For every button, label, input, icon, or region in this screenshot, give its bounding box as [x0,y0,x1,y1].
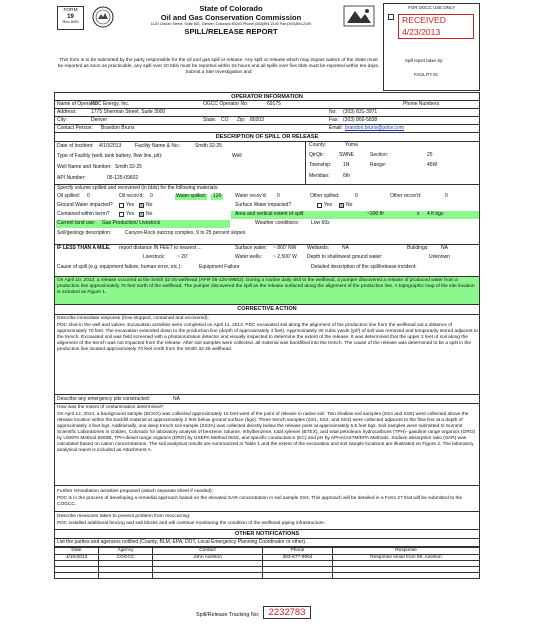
prevent-label: Describe measures taken to prevent problem from reoccurring: [57,514,191,519]
prevent-text: PDC installed additional fencing and salt blocks and will continue monitoring the condition of the wellhead piping infrastructure. [57,521,326,526]
cause-value: Equipment Failure [199,264,240,270]
ogcc-operator-value: 69175 [267,101,281,107]
tracking-label: Spill/Release Tracking No: [196,612,260,618]
township-value: 1N [343,162,350,168]
buildings-label: Buildings: [407,245,429,251]
section-value: 25 [427,152,433,158]
other-recovd-value: 0 [445,193,448,199]
water-wells-label: Water wells: [235,254,263,260]
ogcc-use-box [383,3,480,91]
range-label: Range: [370,162,387,168]
oil-spilled-label: Oil spilled: [57,193,81,199]
row-phone: 303-877-9964 [263,554,333,561]
detailed-description: On April 10, 2013, a release occurred at the Smith 32-25 wellhead (API# 05-125-09602). During a routine daily visit to the wellhead, a pumper discovered a release of produced water from a production line approximately 70 feet north of the wellhead. The pumper discovered the spill as the release surfaced along the alignment of the production line. A topographic map of the site location is included as Figure 1. [57,278,475,296]
row-response: Response email from Mr. Axelson [333,554,480,561]
operator-contact-row [54,125,480,133]
berm-no-label: No [146,211,153,217]
commission-address: 1120 Lincoln Street, Suite 801, Denver, Colorado 80203 Phone:(303)894-2100 Fax:(303)894-2109 [150,22,312,27]
surfacewater-yes-label: Yes [324,202,333,208]
surfacewater-label: Surface Water impacted? [235,202,292,208]
form-number: 19 [67,13,74,20]
address-label: Address: [57,109,77,115]
ogcc-checkbox [388,14,394,20]
email-link[interactable]: brandon.bruns@pdce.com [345,125,404,131]
soil-value: Canyon-Rock outcrop complex, 9 to 25 percent slopes [125,230,246,236]
received-label: RECEIVED [402,15,446,25]
row-agency: COGCC [99,554,153,561]
livestock-value: ~ 20' [177,254,188,260]
water-wells-value: ~ 2,500' W [273,254,297,260]
oil-recovd-value: 0 [150,193,153,199]
fax-value: (303) 860-5838 [343,117,378,123]
operator-section-title: OPERATOR INFORMATION [54,92,480,101]
contact-label: Contact Person: [57,125,93,131]
groundwater-no-label: No [146,202,153,208]
fax-label: Fax: [329,117,339,123]
contact-value: Brandon Bruns [101,125,135,131]
depth-gw-value: Unknown [429,254,450,260]
water-recovd-label: Water recov'd: [235,193,267,199]
prevent-block [54,512,480,530]
form-number-box [57,6,84,30]
immediate-response-text: PDC shut-in the well and valves. Excavation activities were completed on April 11, 2013. PDC excavated soil along the alignment of the production line from the wellhead out a distance of approximately 70 feet. The excavation extended down to the production line (depth of approximately 4 feet). Approximately 30 cubic yards (yd³) of soil was removed and temporarily stored adjacent to the trench. Excavated soil was field screened with a photoionization detector and visually inspected to determine the extent of the release. It was determined that the upper 2 feet of soil along the alignment of the trench was not impacted from the release. After soil samples were collected, all material was backfilled into the trench. The cause of the release was determined to be a split in the production line located approximately 70 feet north from the Smith 32-25 wellhead. [57,323,478,353]
oil-spilled-value: 0 [87,193,90,199]
tracking-number: 2232783 [263,606,311,619]
form-rev: Rev 6/99 [62,19,79,25]
form-label: FORM [63,8,78,13]
date-label: Date of Incident: [57,143,94,149]
email-label: Email: [329,125,343,131]
groundwater-yes-label: Yes [126,202,135,208]
oil-recovd-label: Oil recov'd: [119,193,144,199]
emergency-pits-label: Describe any emergency pits constructed: [57,396,151,402]
well-label: Well Name and Number: [57,164,112,170]
phone-no-label: No: [329,109,337,115]
area-label: Area and vertical extent of spill: [235,211,305,217]
meridian-label: Meridian: [309,173,330,179]
date-value: 4/10/2013 [99,143,122,149]
api-label: API Number: [57,175,86,181]
header-date: Date [55,548,99,555]
spill-facility-block [54,142,480,185]
facility-id-label: FACILITY ID: [414,72,439,77]
further-remediation-text: PDC is in the process of developing a remedial approach based on the elevated SAR concentration in soil sample SS4. This approach will be detailed in a Form 27 that will be submitted to the COGCC. [57,496,463,508]
land-use-value: Gas Production/ Livestock [102,220,161,226]
operator-name-row [54,101,480,109]
volume-block [54,185,480,245]
water-spilled-value: 120 [213,193,222,199]
facility-type-value: Well [232,153,242,159]
land-use-label: Current land use: [57,220,96,226]
notifications-section-title: OTHER NOTIFICATIONS [54,530,480,539]
range-value: 45W [427,162,438,168]
soil-label: Soil/geology description: [57,230,112,236]
township-label: Township: [309,162,332,168]
city-label: City: [57,117,67,123]
detailed-label: Detailed description of the spill/release incident: [311,264,417,270]
spill-taken-by-label: Spill report taken by: [405,58,444,63]
spill-section-title: DESCRIPTION OF SPILL OR RELEASE [54,133,480,142]
county-grid-divider [305,142,306,185]
surfacewater-yes-checkbox[interactable] [317,203,322,208]
livestock-label: Livestock: [143,254,166,260]
surface-water-label: Surface water: [235,245,268,251]
state-seal-icon [92,6,114,28]
city-value: Denver [91,117,108,123]
groundwater-no-checkbox[interactable]: X [140,203,144,208]
berm-label: Contained within berm? [57,211,110,217]
header-phone: Phone [263,548,333,555]
received-stamp [398,14,474,39]
zip-label: Zip: [237,117,246,123]
further-remediation-label: Further remediation activities proposed (attach separate sheet if needed): [57,489,213,494]
distance-block [54,245,480,277]
qtrqtr-label: QtrQtr: [309,152,325,158]
area-x-separator: x [417,211,420,217]
extent-block [54,404,480,486]
state-name: State of Colorado [199,4,263,13]
surfacewater-no-checkbox[interactable]: X [340,203,344,208]
well-value: Smith 32-25 [115,164,142,170]
other-spilled-value: 0 [355,193,358,199]
section-label: Section: [370,152,389,158]
weather-value: Low 60s [311,220,330,226]
facility-type-label: Type of Facility (well, tank battery, flow line, pit): [57,153,163,159]
operator-name-value: PDC Energy, Inc. [91,101,130,107]
state-value: CO [221,117,229,123]
buildings-value: NA [441,245,448,251]
page-title: SPILL/RELEASE REPORT [184,26,278,36]
immediate-response-block [54,315,480,395]
emergency-pits-row [54,395,480,404]
immediate-response-label: Describe immediate response (how stopped, contained and recovered): [57,316,209,321]
water-spilled-label: Water spilled: [176,193,207,199]
wetlands-label: Wetlands: [307,245,330,251]
berm-yes-checkbox[interactable] [119,212,124,217]
wetlands-value: NA [342,245,349,251]
berm-yes-label: Yes [126,211,135,217]
berm-no-checkbox[interactable]: X [140,212,144,217]
commission-name: Oil and Gas Conservation Commission [160,12,302,22]
emergency-pits-value: NA [173,396,180,402]
further-remediation-block [54,486,480,512]
county-label: County: [309,142,327,148]
ogcc-use-label: FOR OGCC USE ONLY [408,5,455,10]
volume-label: Specify volume spilled and recovered (in bbls) for the following materials: [57,185,219,191]
surfacewater-no-label: No [346,202,353,208]
surface-water-value: ~ 860' NW [273,245,297,251]
notifications-list-row [54,539,480,547]
groundwater-label: Ground Water impacted? [57,202,113,208]
notifications-list-label: List the parties and agencies notified (County, BLM, EPA, DOT, Local Emergency Planning Coordinator or other). [57,539,307,545]
meridian-value: 6th [343,173,350,179]
address-value: 1775 Sherman Street, Suite 3000 [91,109,166,115]
ogcc-operator-label: OGCC Operator No: [203,101,249,107]
zip-value: 80203 [250,117,264,123]
county-value: Yuma [345,142,358,148]
operator-name-label: Name of Operator: [57,101,99,107]
other-spilled-label: Other spilled: [310,193,340,199]
facility-value: Smith 32-25 [195,143,222,149]
water-recovd-value: 0 [277,193,280,199]
phone-numbers-label: Phone Numbers [403,101,440,107]
logo-icon [343,5,375,27]
extent-text: On April 12, 2013, a background sample (BCKG) was collected approximately 15 feet west of the point of release in native soil. Two shallow soil samples (SS4 and SS5) were collected above the release location within the backfill material at approximately 2 feet below ground surface (bgs). Three trench samples (SS1, SS2, and SS3) were collected adjacent to the flow line at a depth of approximately 4 feet bgs. Additionally, one deep trench soil sample (SS3A) was collected directly below the release point at approximately 5.5 feet bgs. Soil samples were submitted to Summit Scientific Laboratories in Golden, Colorado for laboratory analysis of benzene, toluene, ethylbenzene, total xylenes (BTEX), and total petroleum hydrocarbons (TPH)- gasoline range organics (GRO) by USEPA Method 8260B, TPH-diesel range organics (DRO) by USEPA Method 8015, and specific conductance (EC) and pH by APHA/ASTM/EPA Methods. Sodium absorption ratio (SAR) was calculated based on cation concentrations. The soil analytical results are summarized in Table 1 and the extent of the excavation and soil sample locations are illustrated on Figure 2. The laboratory analytical report is included as Attachment A. [57,412,476,454]
less-than-mile-label: IF LESS THAN A MILE, [57,245,111,251]
intro-text: This form is to be submitted by the party responsible for the oil and gas spill or release. Any spill or release which may impact waters of the State must be reported as soon as practicable, any spill over 20 bbls must be reported within 24 hours and all spills over five bbls must be reported within ten days. Submit a Site Investigation and [57,58,380,75]
other-recovd-label: Other recov'd: [390,193,422,199]
api-value: 05-125-09602 [107,175,139,181]
operator-city-row [54,117,480,125]
depth-value: 4 ft bgs [427,211,444,217]
area-value: ~300 ft² [367,211,385,217]
table-row [55,573,480,579]
header-contact: Contact [153,548,263,555]
row-contact: John Axelson [153,554,263,561]
header-response: Response [333,548,480,555]
state-label: State: [203,117,217,123]
qtrqtr-value: SWNE [339,152,354,158]
distance-label: report distance IN FEET to nearest ... [119,245,202,251]
facility-label: Facility Name & No.: [135,143,181,149]
detailed-description-block [54,277,480,305]
received-date: 4/23/2013 [402,26,441,37]
groundwater-yes-checkbox[interactable] [119,203,124,208]
notifications-table [54,547,480,579]
cause-label: Cause of spill (e.g. equipment failure, human error, etc.): [57,264,182,270]
phone-no-value: (303) 831-3971 [343,109,378,115]
header-title-block [116,5,346,36]
header-agency: Agency [99,548,153,555]
row-date: 4/10/2013 [55,554,99,561]
weather-label: Weather conditions: [255,220,300,226]
corrective-section-title: CORRECTIVE ACTION [54,305,480,315]
extent-label: How was the extent of contamination determined? [57,405,164,410]
operator-address-row [54,109,480,117]
depth-gw-label: Depth to shallowest ground water: [307,254,383,260]
